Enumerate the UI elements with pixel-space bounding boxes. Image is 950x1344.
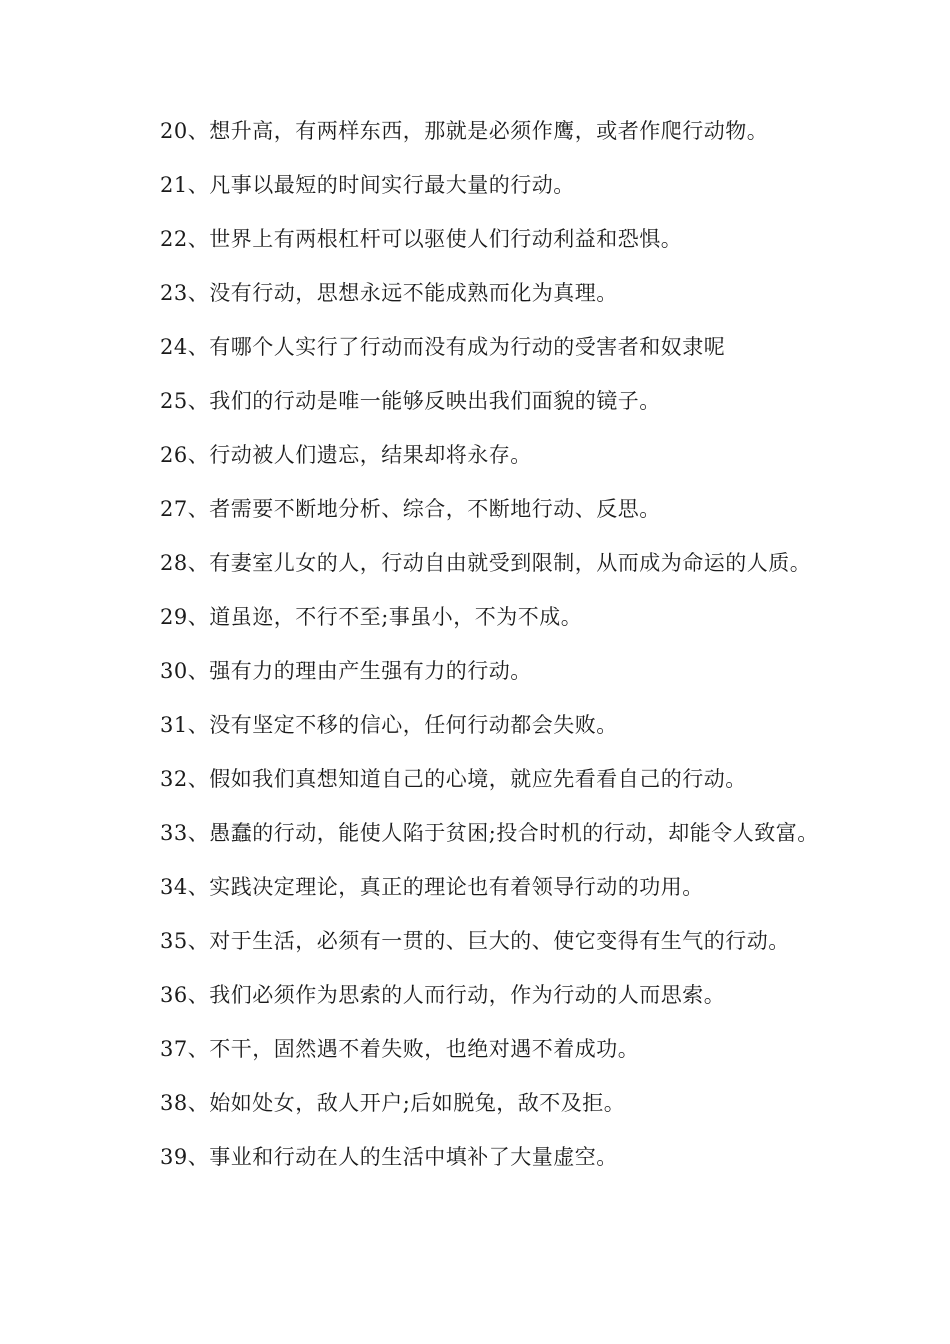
quote-item-22: 22、世界上有两根杠杆可以驱使人们行动利益和恐惧。 xyxy=(160,227,683,251)
quote-item-26: 26、行动被人们遗忘，结果却将永存。 xyxy=(160,443,532,467)
quote-item-20: 20、想升高，有两样东西，那就是必须作鹰，或者作爬行动物。 xyxy=(160,119,769,143)
quote-item-27: 27、者需要不断地分析、综合，不断地行动、反思。 xyxy=(160,497,661,521)
quote-item-25: 25、我们的行动是唯一能够反映出我们面貌的镜子。 xyxy=(160,389,661,413)
quote-list xyxy=(116,113,834,1193)
quote-item-37: 37、不干，固然遇不着失败，也绝对遇不着成功。 xyxy=(160,1037,640,1061)
quote-item-36: 36、我们必须作为思索的人而行动，作为行动的人而思索。 xyxy=(160,983,726,1007)
quote-item-29: 29、道虽迩，不行不至;事虽小，不为不成。 xyxy=(160,605,583,629)
quote-item-32: 32、假如我们真想知道自己的心境，就应先看看自己的行动。 xyxy=(160,767,747,791)
quote-item-39: 39、事业和行动在人的生活中填补了大量虚空。 xyxy=(160,1145,618,1169)
quote-item-24: 24、有哪个人实行了行动而没有成为行动的受害者和奴隶呢 xyxy=(160,335,726,359)
quote-item-35: 35、对于生活，必须有一贯的、巨大的、使它变得有生气的行动。 xyxy=(160,929,790,953)
quote-item-38: 38、始如处女，敌人开户;后如脱兔，敌不及拒。 xyxy=(160,1091,626,1115)
quote-item-23: 23、没有行动，思想永远不能成熟而化为真理。 xyxy=(160,281,618,305)
quote-item-33: 33、愚蠢的行动，能使人陷于贫困;投合时机的行动，却能令人致富。 xyxy=(160,821,819,845)
quote-item-34: 34、实践决定理论，真正的理论也有着领导行动的功用。 xyxy=(160,875,704,899)
quote-item-21: 21、凡事以最短的时间实行最大量的行动。 xyxy=(160,173,575,197)
quote-item-28: 28、有妻室儿女的人，行动自由就受到限制，从而成为命运的人质。 xyxy=(160,551,812,575)
quote-item-30: 30、强有力的理由产生强有力的行动。 xyxy=(160,659,532,683)
quote-item-31: 31、没有坚定不移的信心，任何行动都会失败。 xyxy=(160,713,618,737)
